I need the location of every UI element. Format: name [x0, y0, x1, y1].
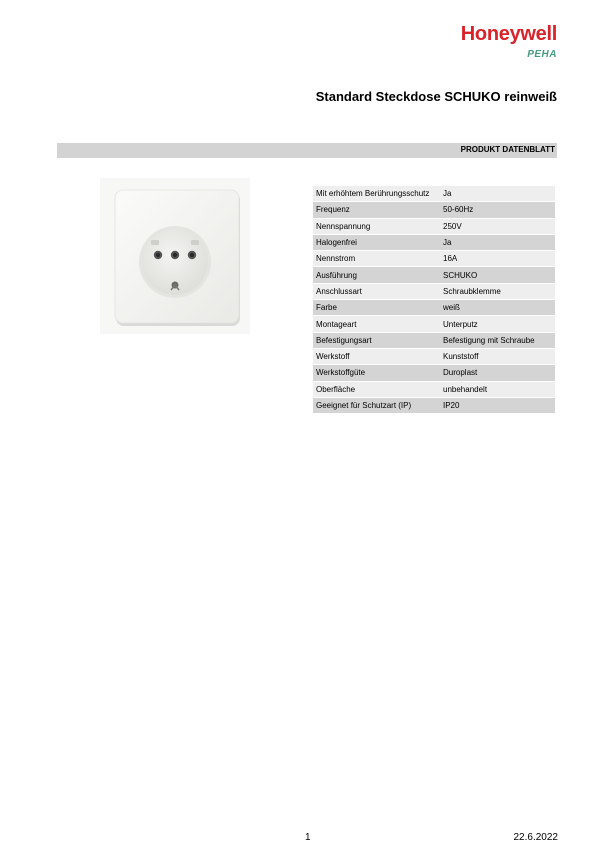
table-row [313, 348, 555, 364]
table-row [313, 234, 555, 250]
spec-value: unbehandelt [440, 381, 555, 397]
table-row [313, 316, 555, 332]
spec-value: 250V [440, 218, 555, 234]
spec-key: Werkstoffgüte [313, 365, 440, 381]
brand-name: Honeywell [460, 23, 557, 45]
spec-key: Mit erhöhtem Berührungsschutz [313, 186, 440, 202]
spec-value: SCHUKO [440, 267, 555, 283]
spec-key: Farbe [313, 300, 440, 316]
spec-key: Montageart [313, 316, 440, 332]
spec-key: Halogenfrei [313, 234, 440, 250]
spec-table [313, 186, 555, 414]
table-row [313, 365, 555, 381]
document-date: 22.6.2022 [513, 832, 558, 843]
page-title: Standard Steckdose SCHUKO reinweiß [315, 89, 557, 104]
spec-value: 16A [440, 251, 555, 267]
table-row [313, 202, 555, 218]
brand-sub: PEHA [527, 49, 557, 60]
spec-value: Schraubklemme [440, 283, 555, 299]
spec-value: Befestigung mit Schraube [440, 332, 555, 348]
spec-value: Kunststoff [440, 348, 555, 364]
product-image [100, 178, 250, 334]
table-row [313, 283, 555, 299]
spec-key: Frequenz [313, 202, 440, 218]
section-label: PRODUKT DATENBLATT [460, 145, 555, 154]
spec-value: Duroplast [440, 365, 555, 381]
spec-key: Geeignet für Schutzart (IP) [313, 397, 440, 413]
section-header-bar [57, 143, 557, 158]
spec-value: IP20 [440, 397, 555, 413]
spec-value: 50-60Hz [440, 202, 555, 218]
spec-value: Ja [440, 234, 555, 250]
brand-logo [461, 24, 557, 62]
spec-key: Werkstoff [313, 348, 440, 364]
table-row [313, 397, 555, 413]
spec-key: Nennspannung [313, 218, 440, 234]
table-row [313, 218, 555, 234]
table-row [313, 300, 555, 316]
spec-value: weiß [440, 300, 555, 316]
spec-key: Anschlussart [313, 283, 440, 299]
spec-key: Oberfläche [313, 381, 440, 397]
page-number: 1 [305, 832, 311, 843]
table-row [313, 381, 555, 397]
table-row [313, 251, 555, 267]
spec-value: Ja [440, 186, 555, 202]
spec-key: Befestigungsart [313, 332, 440, 348]
spec-value: Unterputz [440, 316, 555, 332]
table-row [313, 186, 555, 202]
spec-key: Nennstrom [313, 251, 440, 267]
table-row [313, 332, 555, 348]
table-row [313, 267, 555, 283]
schuko-socket-icon [100, 178, 250, 334]
spec-key: Ausführung [313, 267, 440, 283]
